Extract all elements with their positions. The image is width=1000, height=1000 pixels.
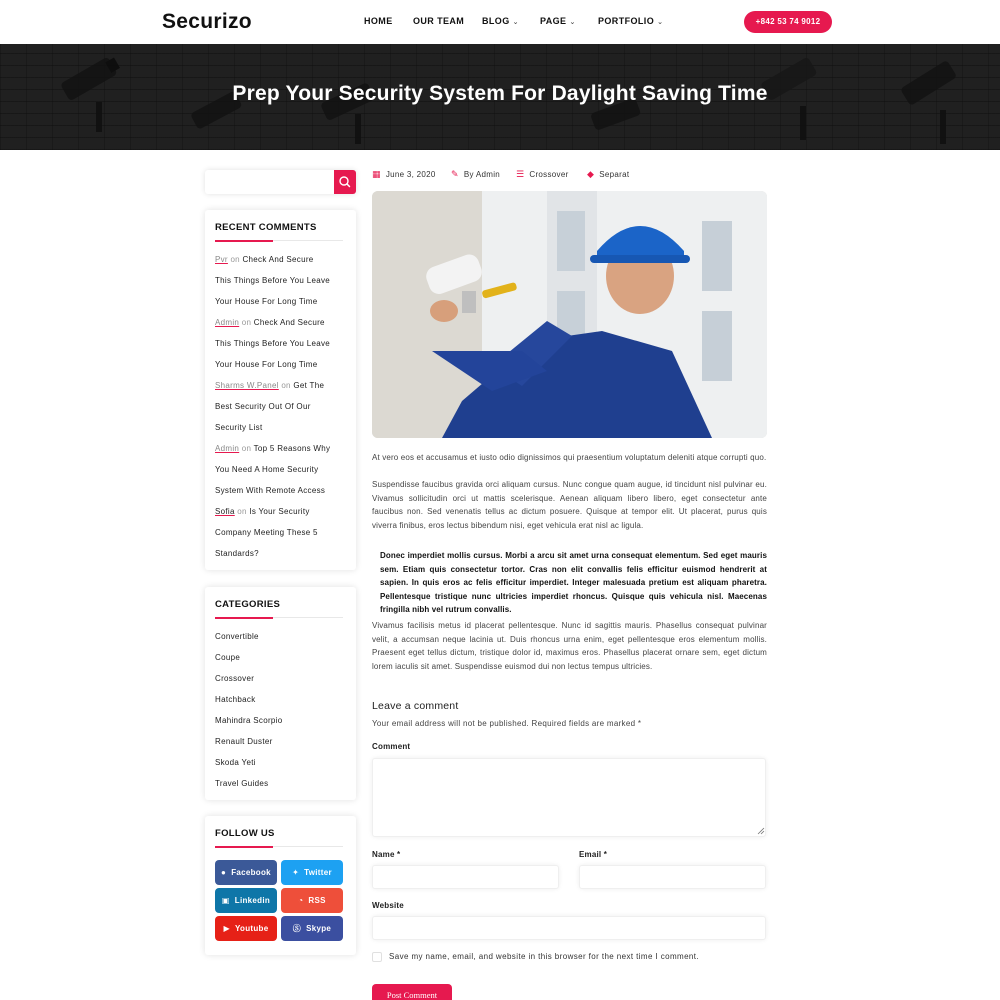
post-tag[interactable] [587, 169, 629, 180]
page-title: Prep Your Security System For Daylight Saving Time [232, 82, 768, 105]
youtube-label: Youtube [234, 924, 269, 933]
email-label: Email * [579, 850, 608, 859]
sidebar-search [205, 170, 356, 194]
recent-comments-list [215, 249, 350, 564]
email-field[interactable] [579, 865, 766, 889]
comment-author[interactable]: Admin [215, 318, 240, 327]
rss-icon: ◔ [298, 896, 304, 905]
category-link[interactable]: Convertible [215, 632, 259, 641]
youtube-button[interactable] [215, 916, 277, 941]
comment-post-link[interactable]: Best Security Out Of Our [215, 402, 311, 411]
comment-line [215, 249, 350, 270]
comment-form-title: Leave a comment [372, 700, 459, 712]
nav-portfolio-label: PORTFOLIO [598, 16, 655, 26]
comment-form-note: Your email address will not be published. Required fields are marked * [372, 719, 642, 728]
linkedin-label: Linkedin [234, 896, 271, 905]
comment-author[interactable]: Admin [215, 444, 240, 453]
post-featured-image [372, 191, 767, 438]
edit-icon: ✎ [451, 169, 459, 179]
follow-us-title: FOLLOW US [215, 828, 275, 839]
comment-post-link[interactable]: Your House For Long Time [215, 360, 318, 369]
post-comment-button[interactable]: Post Comment [372, 984, 452, 1000]
comment-line [215, 375, 350, 396]
comment-post-link[interactable]: Your House For Long Time [215, 297, 318, 306]
comment-post-link[interactable]: Check And Secure [253, 318, 325, 327]
nav-home-label: HOME [364, 16, 393, 26]
comment-post-link[interactable]: This Things Before You Leave [215, 339, 330, 348]
search-button[interactable] [334, 170, 356, 194]
phone-button[interactable]: +842 53 74 9012 [744, 11, 832, 33]
calendar-icon: ▦ [372, 169, 381, 179]
search-input[interactable] [205, 170, 334, 194]
category-link[interactable]: Crossover [215, 674, 255, 683]
post-category-text: Crossover [529, 170, 569, 179]
category-link[interactable]: Mahindra Scorpio [215, 716, 283, 725]
post-author[interactable] [451, 169, 500, 180]
nav-our-team[interactable] [413, 16, 464, 26]
skype-button[interactable] [281, 916, 343, 941]
category-link[interactable]: Hatchback [215, 695, 256, 704]
comment-post-link[interactable]: Is Your Security [249, 507, 310, 516]
website-field[interactable] [372, 916, 766, 940]
comment-author[interactable]: Pvr [215, 255, 228, 264]
twitter-label: Twitter [304, 868, 332, 877]
chevron-down-icon: ⌄ [569, 19, 576, 26]
nav-blog-label: BLOG [482, 16, 510, 26]
comment-post-link[interactable]: This Things Before You Leave [215, 276, 330, 285]
comment-author[interactable]: Sharms W.Panel [215, 381, 279, 390]
nav-page[interactable] [540, 16, 576, 26]
recent-comments-title: RECENT COMMENTS [215, 222, 317, 233]
post-blockquote: Donec imperdiet mollis cursus. Morbi a arcu sit amet urna consequat elementum. Sed eget mauris sem. Etiam quis consectetur tortor. Cras non elit convallis felis efficitur euismod hendrerit at sapien. In quis eros ac felis efficitur imperdiet. Integer malesuada pretium est aliquam pharetra. Pellentesque tristique nunc ultricies imperdiet rhoncus. Quisque quis vehicula nisl. Maecenas fringilla nibh vel rutrum convallis. [380, 551, 767, 615]
post-author-text: By Admin [463, 170, 501, 179]
rss-label: RSS [308, 896, 326, 905]
post-paragraph: Suspendisse faucibus gravida orci aliquam cursus. Nunc congue quam augue, id tincidunt nisl pulvinar eu. Vivamus sollicitudin orci ut mattis scelerisque. Aenean aliquam libero libero, eget consectetur ante faucibus non. Sed venenatis tellus ac dictum posuere. Quisque at tempor elit. Ut placerat, purus quis viverra finibus, eros lectus bibendum nisi, eget vehicula erat nisl ac ligula. [372, 480, 767, 530]
tag-icon: ◆ [587, 169, 595, 179]
category-link[interactable]: Skoda Yeti [215, 758, 256, 767]
widget-divider [215, 240, 343, 241]
comment-line [215, 501, 350, 522]
categories-list [215, 626, 283, 794]
facebook-label: Facebook [231, 868, 271, 877]
facebook-icon: ● [221, 868, 227, 877]
comment-on: on [241, 444, 252, 453]
comment-post-link[interactable]: Company Meeting These 5 [215, 528, 318, 537]
comment-line [215, 438, 350, 459]
comment-on: on [241, 318, 252, 327]
nav-portfolio[interactable] [598, 16, 663, 26]
skype-icon: Ⓢ [292, 924, 302, 933]
consent-label: Save my name, email, and website in this browser for the next time I comment. [389, 952, 700, 961]
comment-post-link[interactable]: Get The [293, 381, 325, 390]
comment-post-link[interactable]: Standards? [215, 549, 259, 558]
nav-blog[interactable] [482, 16, 519, 26]
page-hero [0, 44, 1000, 150]
comment-post-link[interactable]: Check And Secure [242, 255, 314, 264]
name-field[interactable] [372, 865, 559, 889]
category-link[interactable]: Coupe [215, 653, 241, 662]
comment-post-link[interactable]: Security List [215, 423, 263, 432]
top-header [0, 0, 1000, 44]
list-icon: ☰ [516, 169, 525, 179]
comment-author[interactable]: Sofia [215, 507, 235, 516]
consent-checkbox[interactable] [372, 952, 382, 962]
search-icon [334, 170, 356, 194]
youtube-icon: ▶ [223, 924, 230, 933]
chevron-down-icon: ⌄ [657, 19, 664, 26]
widget-divider [215, 846, 343, 847]
chevron-down-icon: ⌄ [512, 19, 519, 26]
comment-post-link[interactable]: Top 5 Reasons Why [253, 444, 331, 453]
comment-post-link[interactable]: You Need A Home Security [215, 465, 319, 474]
post-date[interactable] [372, 169, 436, 180]
comment-post-link[interactable]: System With Remote Access [215, 486, 326, 495]
comment-on: on [281, 381, 291, 390]
site-logo[interactable]: Securizo [162, 10, 252, 33]
main-nav [0, 16, 1000, 30]
technician-camera-photo [372, 191, 767, 438]
category-link[interactable]: Renault Duster [215, 737, 273, 746]
name-label: Name * [372, 850, 401, 859]
comment-on: on [230, 255, 240, 264]
nav-home[interactable] [364, 16, 393, 26]
nav-our-team-label: OUR TEAM [413, 16, 465, 26]
recent-comments-widget [205, 210, 356, 570]
skype-label: Skype [306, 924, 332, 933]
post-tag-text: Separat [599, 170, 630, 179]
nav-page-label: PAGE [540, 16, 567, 26]
linkedin-icon: ▣ [221, 896, 230, 905]
post-date-text: June 3, 2020 [385, 170, 436, 179]
comment-line [215, 312, 350, 333]
linkedin-button[interactable] [215, 888, 277, 913]
category-link[interactable]: Travel Guides [215, 779, 269, 788]
comment-label: Comment [372, 742, 411, 751]
twitter-icon: ✦ [292, 868, 300, 877]
comment-on: on [237, 507, 247, 516]
post-paragraph: Vivamus facilisis metus id placerat pellentesque. Nunc id sagittis mauris. Phasellus consequat pulvinar velit, a accumsan neque lacinia ut. Duis rhoncus urna enim, eget pellentesque eros elementum mollis. Praesent eget tellus dictum, tristique dolor id, maximus eros. Phasellus placerat ornare sem, eget dictum lorem iaculis sit amet. Suspendisse euismod dui non lectus tempus ultricies. [372, 621, 767, 671]
widget-divider [215, 617, 343, 618]
comment-textarea[interactable] [372, 758, 766, 837]
twitter-button[interactable] [281, 860, 343, 885]
facebook-button[interactable] [215, 860, 277, 885]
rss-button[interactable] [281, 888, 343, 913]
post-category[interactable] [516, 169, 569, 180]
follow-us-widget [205, 816, 356, 955]
resize-handle-icon[interactable] [757, 827, 765, 835]
categories-title: CATEGORIES [215, 599, 281, 610]
website-label: Website [372, 901, 404, 910]
post-paragraph: At vero eos et accusamus et iusto odio dignissimos qui praesentium voluptatum deleniti atque corrupti quo. [372, 453, 767, 462]
categories-widget [205, 587, 356, 800]
